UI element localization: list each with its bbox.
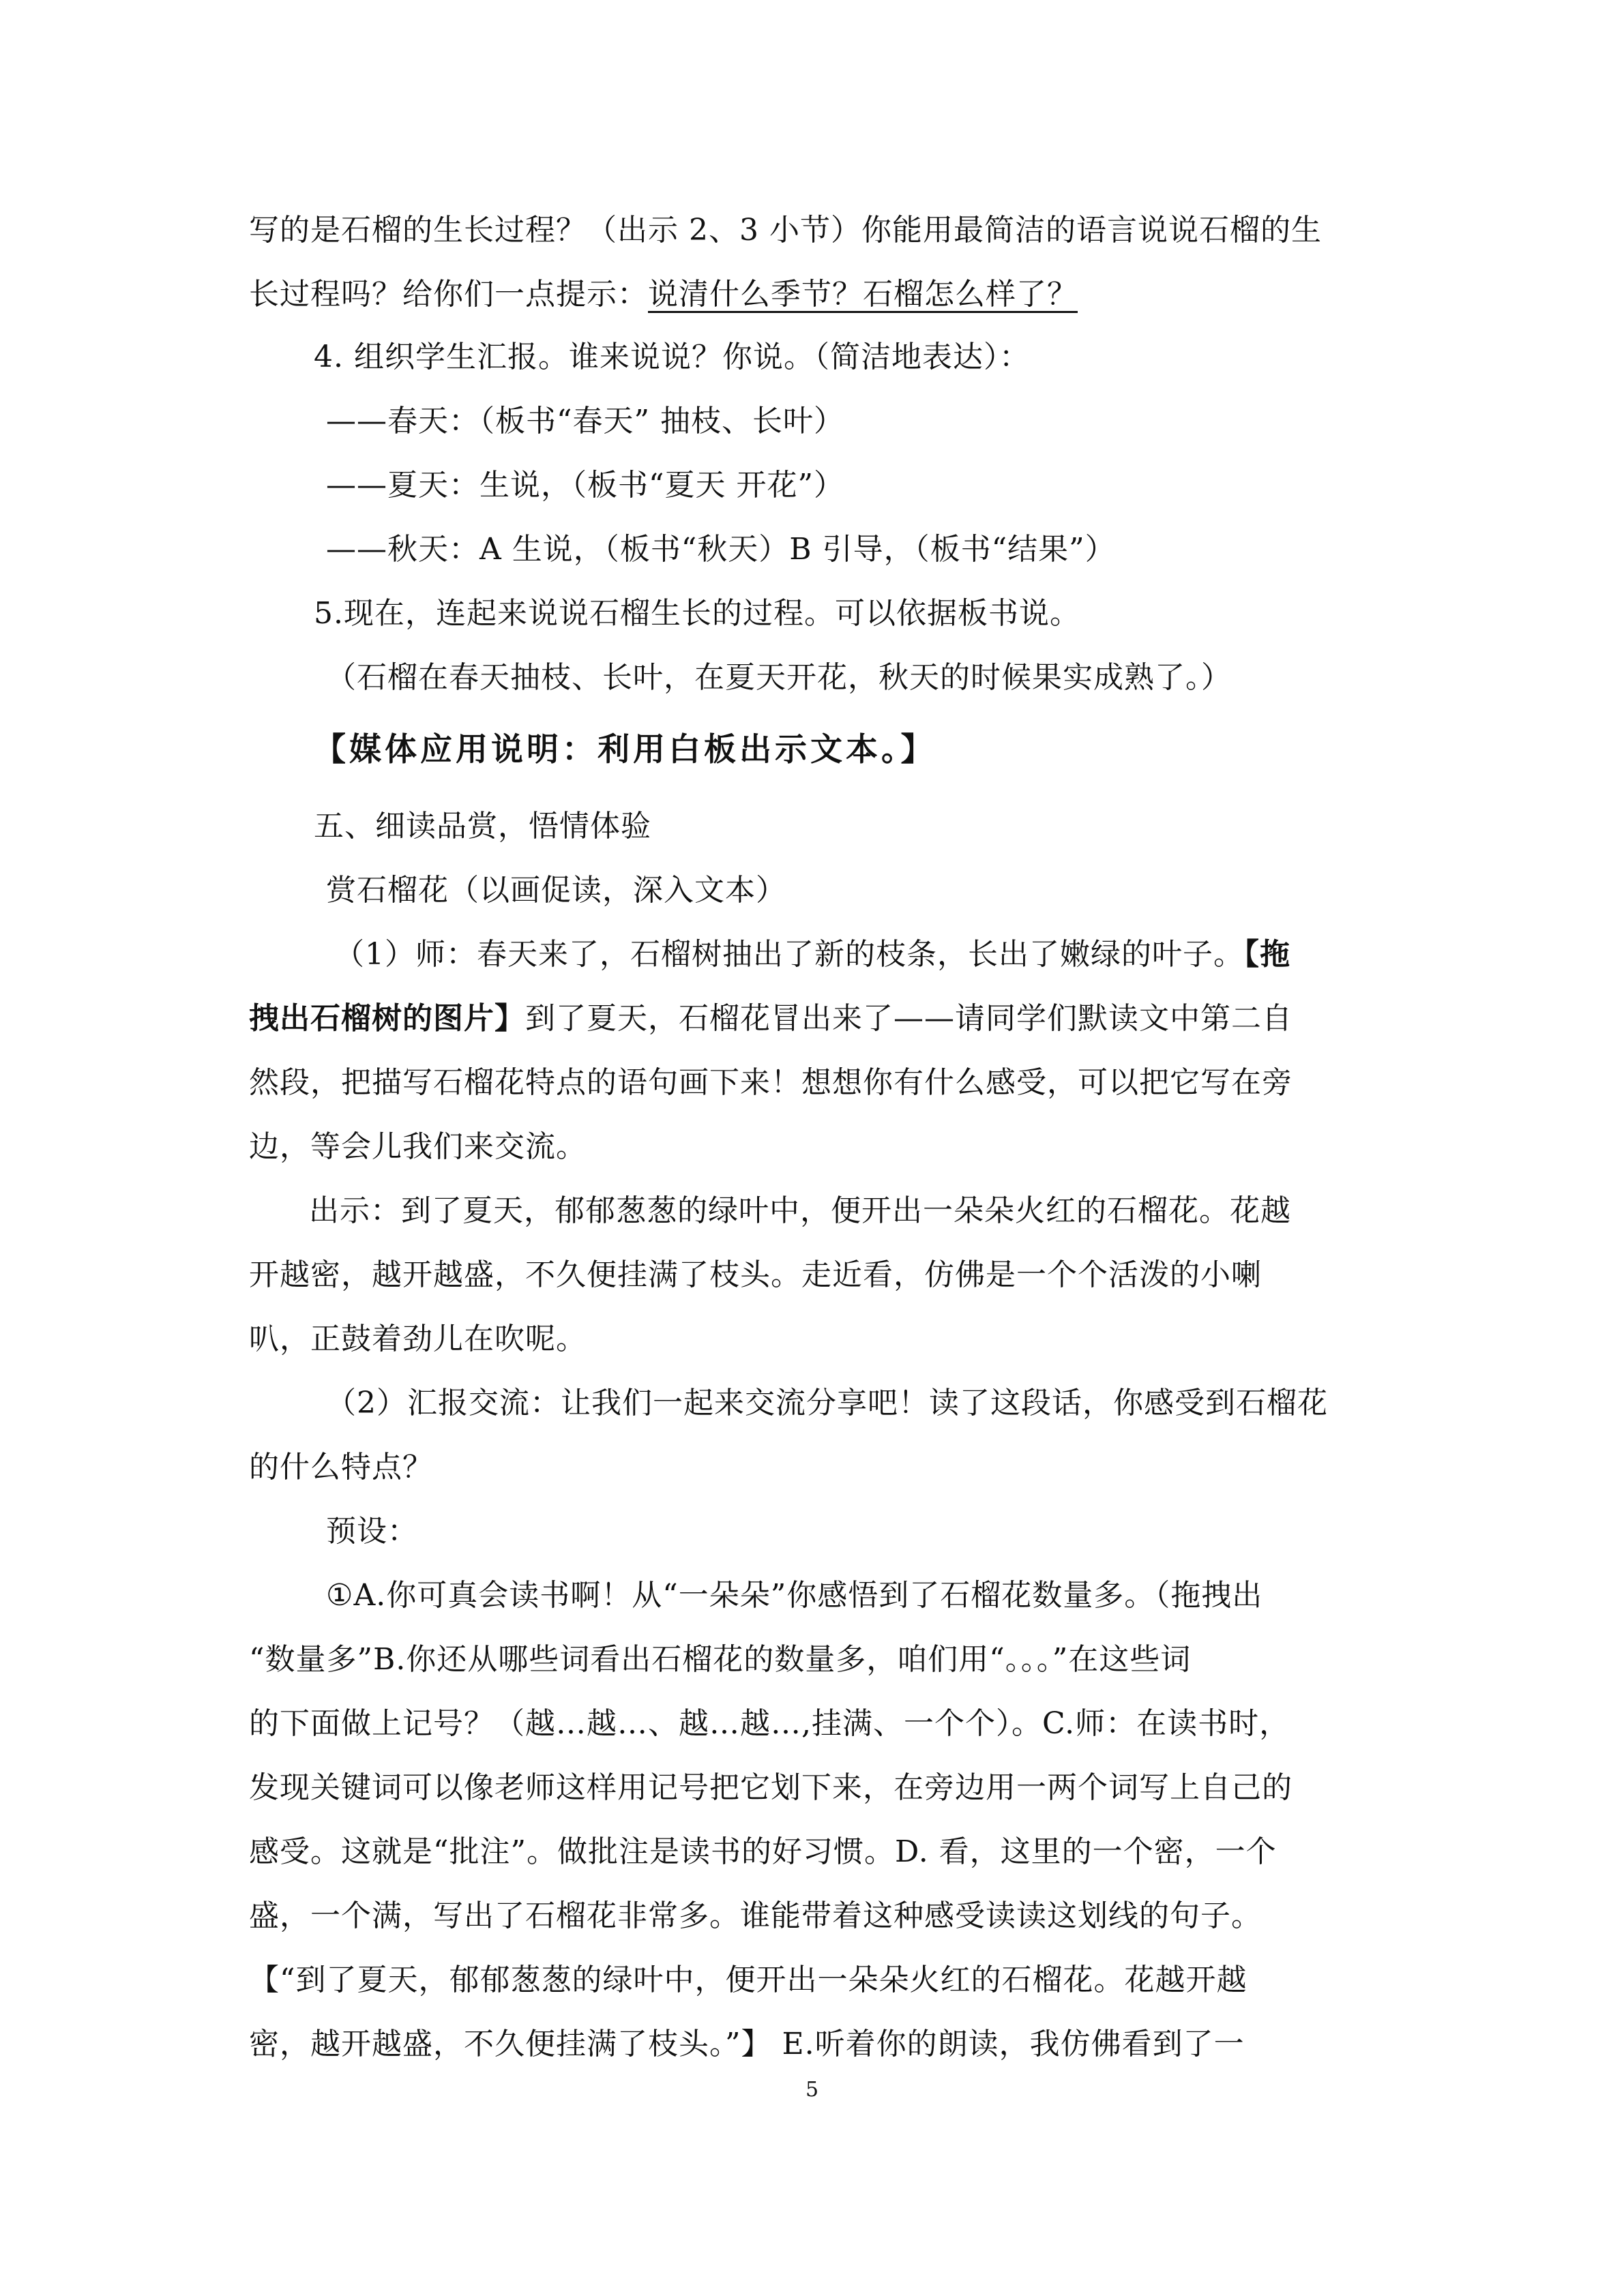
media-usage-note: 【媒体应用说明：利用白板出示文本。】: [314, 731, 936, 769]
subsection-heading: 赏石榴花（以画促读，深入文本）: [326, 873, 786, 908]
bold-instruction: 拽出石榴树的图片】: [249, 1001, 525, 1036]
text-line: 的下面做上记号？（越…越…、越…越…,挂满、一个个）。C.师：在读书时，: [249, 1706, 1290, 1741]
text-span: （1）师：春天来了，石榴树抽出了新的枝条，长出了嫩绿的叶子。: [334, 937, 1244, 972]
page-number: 5: [805, 2078, 819, 2102]
section-heading: 五、细读品赏，悟情体验: [314, 809, 651, 844]
text-line: （2）汇报交流：让我们一起来交流分享吧！读了这段话，你感受到石榴花: [326, 1386, 1328, 1420]
text-line: [334, 927, 1290, 982]
text-line: [249, 992, 1293, 1046]
text-line: 4. 组织学生汇报。谁来说说？你说。（简洁地表达）：: [314, 340, 1030, 374]
text-line: 发现关键词可以像老师这样用记号把它划下来，在旁边用一两个词写上自己的: [249, 1770, 1293, 1805]
text-line: （石榴在春天抽枝、长叶，在夏天开花，秋天的时候果实成熟了。）: [326, 660, 1232, 695]
text-line: 密，越开越盛，不久便挂满了枝头。”】 E.听着你的朗读，我仿佛看到了一: [249, 2027, 1245, 2061]
text-line: 预设：: [326, 1514, 418, 1549]
underlined-prompt: 说清什么季节？石榴怎么样了？: [648, 277, 1078, 312]
text-line: 出示：到了夏天，郁郁葱葱的绿叶中，便开出一朵朵火红的石榴花。花越: [309, 1193, 1291, 1228]
text-line: 写的是石榴的生长过程？（出示 2、3 小节）你能用最简洁的语言说说石榴的生: [249, 213, 1322, 248]
text-line: ——春天：（板书“春天” 抽枝、长叶）: [326, 404, 844, 438]
text-line: 边，等会儿我们来交流。: [249, 1129, 587, 1164]
text-line: [249, 267, 1078, 322]
text-line: 叭，正鼓着劲儿在吹呢。: [249, 1322, 587, 1356]
text-line: ①A.你可真会读书啊！从“一朵朵”你感悟到了石榴花数量多。（拖拽出: [326, 1578, 1263, 1613]
text-line: 的什么特点？: [249, 1450, 433, 1485]
text-line: 盛，一个满，写出了石榴花非常多。谁能带着这种感受读读这划线的句子。: [249, 1898, 1262, 1933]
text-line: 然段，把描写石榴花特点的语句画下来！想想你有什么感受，可以把它写在旁: [249, 1065, 1293, 1100]
text-line: 5.现在，连起来说说石榴生长的过程。可以依据板书说。: [314, 596, 1080, 631]
bold-instruction: 【拖: [1244, 937, 1290, 972]
text-line: 开越密，越开越盛，不久便挂满了枝头。走近看，仿佛是一个个活泼的小喇: [249, 1257, 1262, 1292]
text-line: 感受。这就是“批注”。做批注是读书的好习惯。D. 看，这里的一个密，一个: [249, 1834, 1277, 1869]
text-line: “数量多”B.你还从哪些词看出石榴花的数量多，咱们用“。。。”在这些词: [249, 1642, 1192, 1677]
text-span: 长过程吗？给你们一点提示：: [249, 277, 648, 312]
text-line: ——秋天：A 生说，（板书“秋天）B 引导，（板书“结果”）: [326, 532, 1116, 567]
text-line: ——夏天：生说，（板书“夏天 开花”）: [326, 468, 844, 503]
text-line: 【“到了夏天，郁郁葱葱的绿叶中，便开出一朵朵火红的石榴花。花越开越: [249, 1963, 1247, 1997]
text-span: 到了夏天，石榴花冒出来了——请同学们默读文中第二自: [525, 1001, 1293, 1036]
